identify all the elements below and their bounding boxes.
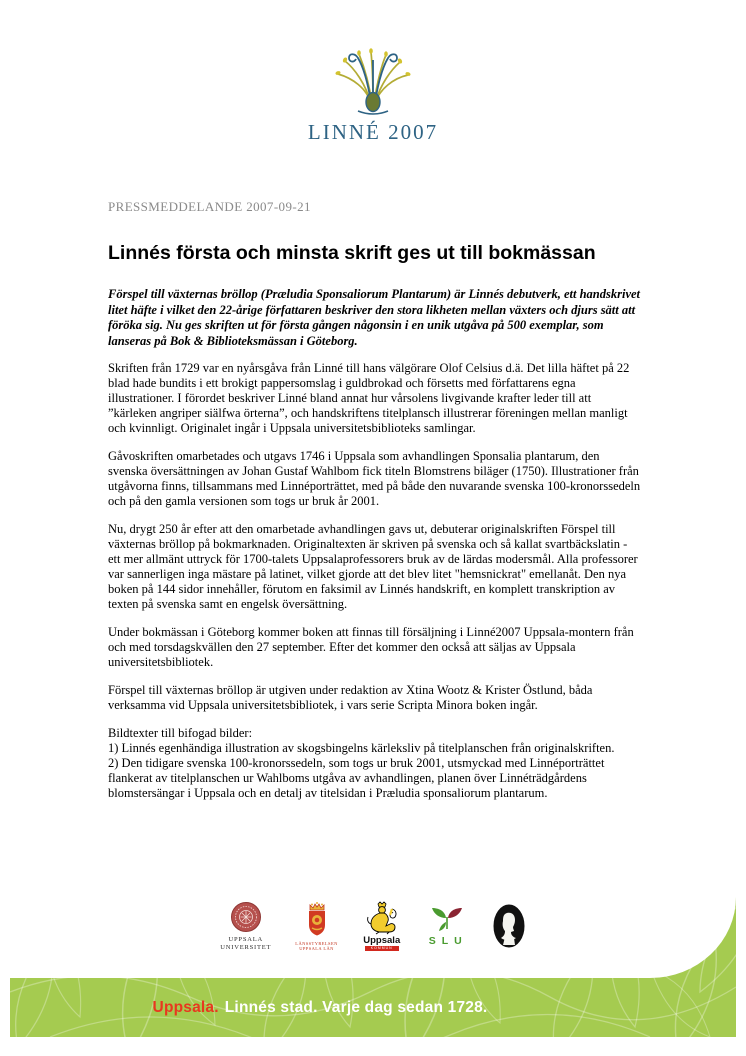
uppsala-universitet-label: UPPSALA UNIVERSITET [220,935,272,951]
page-title: Linnés första och minsta skrift ges ut till bokmässan [108,242,596,264]
lead-paragraph: Förspel till växternas bröllop (Præludia Sponsaliorum Plantarum) är Linnés debutverk, ett handskrivet litet häfte i vilket den 22-årige författaren beskriver den stora likheten mellan växters och djurs sätt att föröka sig. Nu ges skriften ut för första gången någonsin i en unik utgåva på 500 exemplar, som lanseras på Bok & Biblioteksmässan i Göteborg. [108,287,641,348]
caption-1: 1) Linnés egenhändiga illustration av skogsbingelns kärleksliv på titelplanschen från originalskriften. [108,741,615,755]
paragraph-2: Gåvoskriften omarbetades och utgavs 1746 i Uppsala som avhandlingen Sponsalia plantarum, den svenska översättningen av Johan Gustaf Wahlbom fick titeln Blomstrens biläger (1750). Illustrationer från utgåvorna finns, tillsammans med Linnéporträttet, med på både den nuvarande svenska 100-kronorssedeln och på den gamla versionen som togs ur bruk år 2001. [108,449,641,508]
linne-cameo-logo [492,903,526,949]
paragraph-1: Skriften från 1729 var en nyårsgåva från Linné till hans välgörare Olof Celsius d.ä. Det lilla häftet på 22 blad hade bundits i ett brokigt pappersomslag i guldbrokad och försetts med författarens egna illustrationer. I förordet beskriver Linné bland annat hur vårsolens livgivande krafter leder till att ”kärleken angriper siälfwa örterna”, och handskriftens titelplansch illustrerar föreningen mellan manligt och kvinnligt. Originalet ingår i Uppsala universitetsbiblioteks samlingar. [108,361,630,435]
uppsala-universitet-logo [220,901,271,952]
footer-highlight-text: Uppsala. [152,998,219,1016]
lansstyrelsen-crest-icon [303,901,331,939]
lansstyrelsen-logo [295,901,337,952]
uppsala-universitet-seal-icon [230,901,262,933]
uppsala-kommun-sub-label: KOMMUN [365,946,399,951]
linne-cameo-portrait-icon [492,903,526,949]
paragraph-3: Nu, drygt 250 år efter att den omarbetade avhandlingen gavs ut, debuterar originalskriften Förspel till växternas bröllop på bokmarknaden. Originaltexten är skriven på svenska och så kallat svartbäckslatin - ett mer allmänt uttryck för 1700-talets Uppsalaprofessorers bruk av de lärdas modersmål. Alla professorer var sannerligen inga mästare på latinet, vilket gjorde att det blev litet "hemsnickrat" emellanåt. Den nya boken på 144 sidor innehåller, förutom en faksimil av Linnés handskrift, en komplett transkription av texten på svenska samt en engelsk översättning. [108,522,638,611]
image-captions [108,726,641,801]
footer-tagline-text: Linnés stad. Varje dag sedan 1728. [224,998,488,1016]
uppsala-kommun-label: Uppsala [363,935,401,947]
slu-logo [426,905,468,947]
uppsala-kommun-lion-icon [362,901,402,935]
linne2007-logo [0,44,746,145]
captions-label: Bildtexter till bifogad bilder: [108,726,253,740]
document-body [108,199,641,801]
paragraph-4: Under bokmässan i Göteborg kommer boken att finnas till försäljning i Linné2007 Uppsala-montern från och med torsdagskvällen den 27 september. Efter det kommer den också att säljas av Uppsala universitetsbibliotek. [108,625,634,669]
partner-logos-row [0,896,746,956]
caption-2: 2) Den tidigare svenska 100-kronorssedeln, som togs ur bruk 2001, utsmyckad med Linnéporträttet flankerat av titelplanschen ur Wahlboms utgåva av avhandlingen, planen över Linnéträdgårdens blomstersängar i Uppsala och en detalj av titelsidan i Præludia sponsaliorum plantarum. [108,756,605,800]
footer-tagline [10,978,736,1037]
slu-leaf-icon [429,905,465,933]
linne2007-flower-icon [318,44,428,118]
linne2007-wordmark: LINNÉ 2007 [307,120,439,144]
uppsala-kommun-logo [362,901,402,951]
press-kicker: PRESSMEDDELANDE 2007-09-21 [108,199,311,214]
lansstyrelsen-label: LÄNSSTYRELSEN UPPSALA LÄN [295,940,338,951]
paragraph-5: Förspel till växternas bröllop är utgiven under redaktion av Xtina Wootz & Krister Östlund, båda verksamma vid Uppsala universitetsbibliotek, i vars serie Scripta Minora boken ingår. [108,683,593,712]
slu-label: SLU [428,935,468,947]
